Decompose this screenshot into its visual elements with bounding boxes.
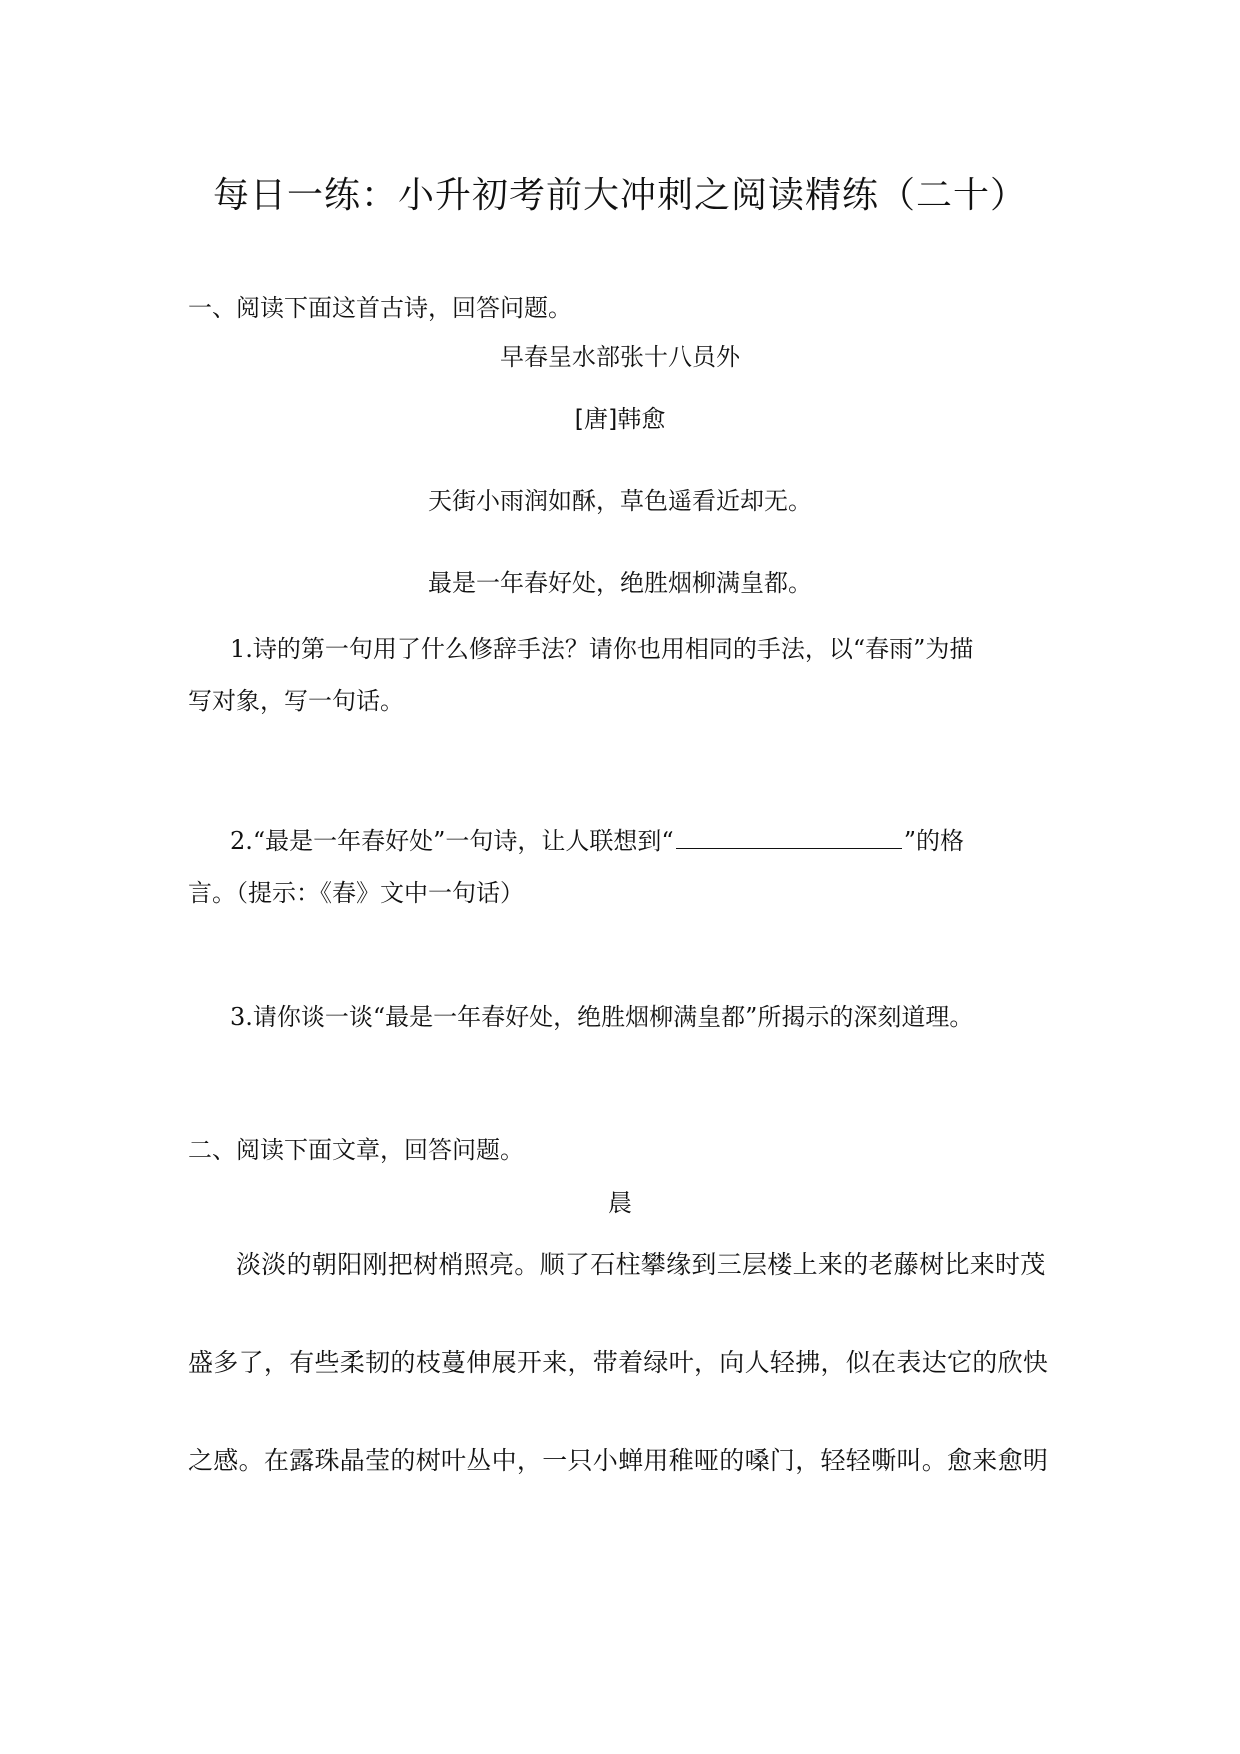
- page-title: 每日一练：小升初考前大冲刺之阅读精练（二十）: [212, 175, 1027, 216]
- poem-line-1: 天街小雨润如酥，草色遥看近却无。: [428, 487, 812, 515]
- question-3-line-1: 3.请你谈一谈“最是一年春好处，绝胜烟柳满皇都”所揭示的深刻道理。: [230, 1003, 974, 1031]
- paragraph-line-3: 之感。在露珠晶莹的树叶丛中，一只小蝉用稚哑的嗓门，轻轻嘶叫。愈来愈明: [188, 1446, 1049, 1475]
- question-2-text-before: 2.“最是一年春好处”一句诗，让人联想到“: [230, 827, 674, 855]
- poem-line-2: 最是一年春好处，绝胜烟柳满皇都。: [428, 569, 812, 597]
- question-2-text-after: ”的格: [903, 827, 964, 855]
- article-title: 晨: [608, 1189, 632, 1217]
- question-1-line-2: 写对象，写一句话。: [188, 687, 404, 715]
- question-2-line-2: 言。（提示：《春》文中一句话）: [188, 879, 524, 907]
- answer-blank[interactable]: [676, 824, 902, 849]
- question-1-line-1: 1.诗的第一句用了什么修辞手法？请你也用相同的手法，以“春雨”为描: [230, 635, 974, 663]
- paragraph-line-1: 淡淡的朝阳刚把树梢照亮。顺了石柱攀缘到三层楼上来的老藤树比来时茂: [236, 1250, 1046, 1279]
- poem-author: [唐]韩愈: [574, 405, 666, 433]
- section1-heading: 一、阅读下面这首古诗，回答问题。: [188, 294, 572, 322]
- poem-title: 早春呈水部张十八员外: [500, 343, 740, 371]
- section2-heading: 二、阅读下面文章，回答问题。: [188, 1136, 524, 1164]
- question-2-line-1: [230, 824, 964, 858]
- paragraph-line-2: 盛多了，有些柔韧的枝蔓伸展开来，带着绿叶，向人轻拂，似在表达它的欣快: [188, 1348, 1049, 1377]
